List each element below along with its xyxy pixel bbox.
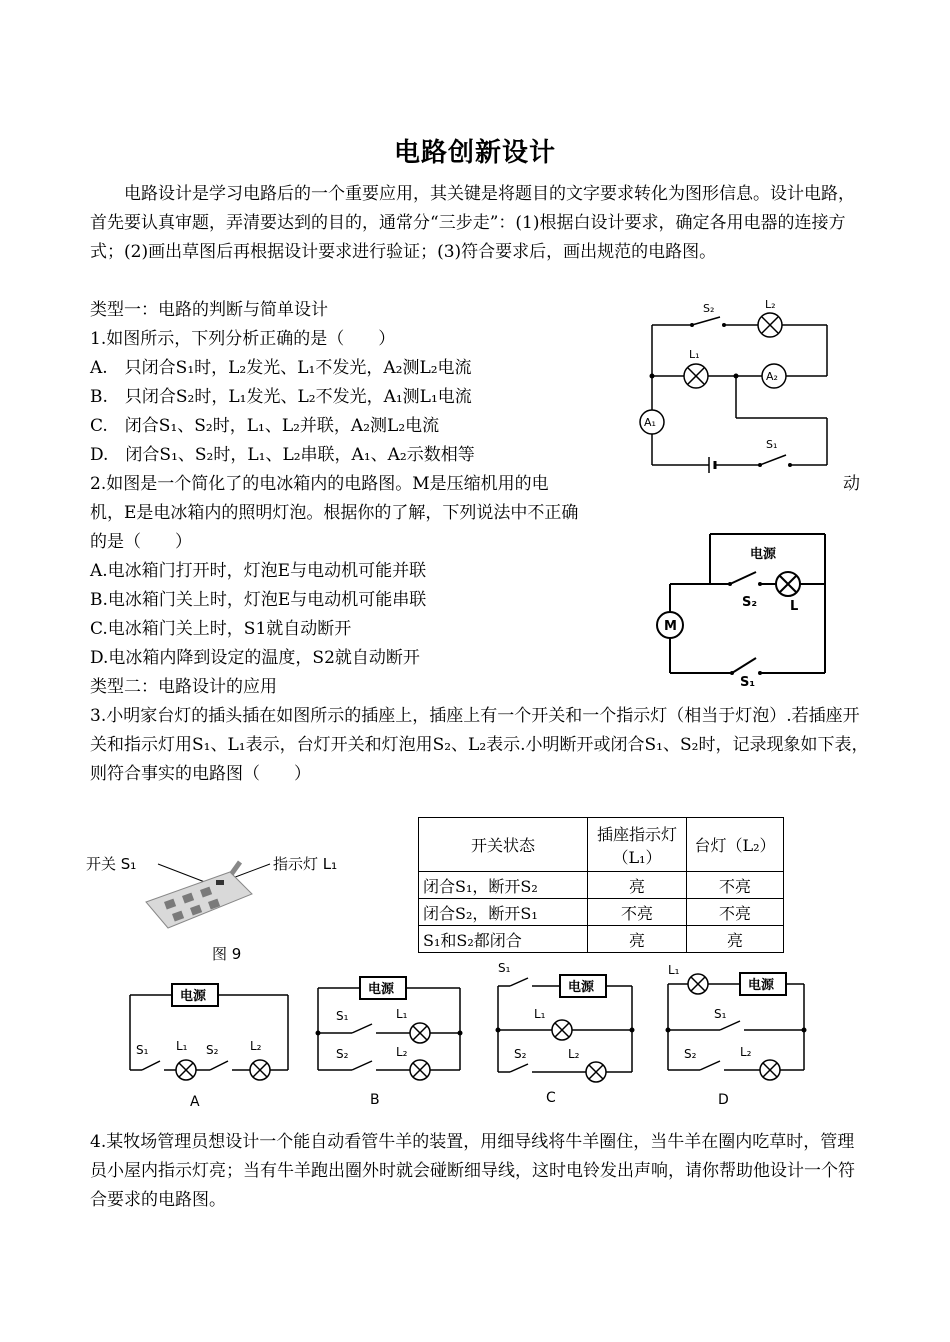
label-l1: L₁ bbox=[534, 1007, 546, 1021]
q2-stem-line2: 机，E是电冰箱内的照明灯泡。根据你的了解，下列说法中不正确 bbox=[90, 503, 579, 523]
q4-stem: 4.某牧场管理员想设计一个能自动看管牛羊的装置，用细导线将牛羊圈住，当牛羊在圈内吃草时，管理员小屋内指示灯亮；当有牛羊跑出圈外时就会碰断细导线，这时电铃发出声响，请你帮助他设计一个符合要求的电路图。 bbox=[90, 1132, 855, 1210]
q2-option-b: B.电冰箱门关上时，灯泡E与电动机可能串联 bbox=[90, 590, 427, 610]
socket-picture bbox=[140, 850, 280, 940]
svg-text:A₁ bbox=[644, 416, 656, 429]
power-label-a: 电源 bbox=[180, 989, 207, 1004]
q1-circuit-diagram bbox=[632, 290, 842, 475]
table-row bbox=[419, 899, 784, 926]
power-label-c: 电源 bbox=[568, 980, 595, 995]
label-s2: S₂ bbox=[206, 1043, 219, 1057]
svg-text:电源 bbox=[748, 977, 775, 993]
svg-text:S₂ bbox=[206, 1043, 219, 1057]
figure-switch-label: 开关 S₁ bbox=[86, 855, 137, 873]
label-a2: A₂ bbox=[766, 370, 778, 383]
power-label-d: 电源 bbox=[748, 978, 775, 993]
svg-text:S₁ bbox=[740, 675, 755, 688]
table-row bbox=[419, 872, 784, 899]
label-l1: L₁ bbox=[396, 1007, 408, 1021]
table-cell: 不亮 bbox=[588, 899, 687, 926]
page-title: 电路创新设计 bbox=[393, 138, 556, 168]
svg-text:S₂ bbox=[514, 1047, 527, 1061]
svg-text:L₂ bbox=[396, 1045, 408, 1059]
table-cell: 不亮 bbox=[687, 872, 784, 899]
svg-text:L₂ bbox=[765, 298, 776, 311]
power-label-b: 电源 bbox=[368, 982, 395, 997]
svg-text:L₂ bbox=[740, 1045, 752, 1059]
q1-option-c: C. 闭合S₁、S₂时，L₁、L₂并联，A₂测L₂电流 bbox=[90, 416, 440, 436]
section-heading-type2: 类型二：电路设计的应用 bbox=[90, 677, 277, 697]
svg-text:L₁ bbox=[534, 1007, 546, 1021]
table-cell: 亮 bbox=[588, 872, 687, 899]
table-header-cell: 插座指示灯（L₁） bbox=[588, 818, 687, 872]
svg-text:电源 bbox=[368, 981, 395, 997]
table-cell: S₁和S₂都闭合 bbox=[419, 926, 588, 953]
label-s1: S₁ bbox=[336, 1009, 349, 1023]
svg-text:B bbox=[370, 1092, 380, 1108]
svg-text:L₁ bbox=[396, 1007, 408, 1021]
label-s2: S₂ bbox=[514, 1047, 527, 1061]
svg-text:电源 bbox=[568, 979, 595, 995]
q2-stem-line3: 的是（ ） bbox=[90, 532, 192, 552]
svg-text:M bbox=[664, 619, 677, 634]
table-cell: 亮 bbox=[588, 926, 687, 953]
svg-text:L bbox=[790, 599, 798, 614]
label-s1: S₁ bbox=[766, 438, 778, 451]
svg-text:A₂ bbox=[766, 370, 778, 383]
option-label-c: C bbox=[546, 1090, 556, 1106]
q3-option-circuits bbox=[120, 958, 820, 1108]
q2-option-c: C.电冰箱门关上时，S1就自动断开 bbox=[90, 619, 352, 639]
label-a1: A₁ bbox=[644, 416, 656, 429]
label-l1: L₁ bbox=[668, 963, 680, 977]
label-s1: S₁ bbox=[498, 961, 511, 975]
table-cell: 不亮 bbox=[687, 899, 784, 926]
q2-fridge-circuit bbox=[650, 528, 835, 688]
label-s1: S₁ bbox=[740, 675, 756, 688]
svg-text:S₁ bbox=[766, 438, 777, 451]
q1-option-d: D. 闭合S₁、S₂时，L₁、L₂串联，A₁、A₂示数相等 bbox=[90, 445, 475, 465]
option-label-b: B bbox=[370, 1092, 380, 1108]
svg-text:电源 bbox=[750, 546, 777, 562]
label-s1: S₁ bbox=[714, 1007, 727, 1021]
option-label-a: A bbox=[190, 1094, 200, 1108]
label-l1: L₁ bbox=[176, 1039, 188, 1053]
label-l2: L₂ bbox=[740, 1045, 752, 1059]
table-header-cell: 台灯（L₂） bbox=[687, 818, 784, 872]
label-s2: S₂ bbox=[684, 1047, 697, 1061]
svg-text:S₂ bbox=[703, 302, 714, 315]
svg-text:S₁ bbox=[498, 961, 511, 975]
figure-lamp-label: 指示灯 L₁ bbox=[273, 855, 338, 873]
switch-state-table bbox=[418, 817, 784, 953]
label-s2: S₂ bbox=[336, 1047, 349, 1061]
svg-text:L₁ bbox=[668, 963, 680, 977]
label-l2: L₂ bbox=[568, 1047, 580, 1061]
table-row bbox=[419, 926, 784, 953]
table-header-row bbox=[419, 818, 784, 872]
svg-text:L₁ bbox=[176, 1039, 188, 1053]
q2-option-a: A.电冰箱门打开时，灯泡E与电动机可能并联 bbox=[90, 561, 427, 581]
svg-text:电源 bbox=[180, 988, 207, 1004]
option-label-d: D bbox=[718, 1092, 729, 1108]
label-s2: S₂ bbox=[742, 595, 758, 610]
svg-text:S₂ bbox=[742, 595, 757, 610]
q2-stem-line1-end: 动 bbox=[843, 474, 860, 494]
table-cell: 亮 bbox=[687, 926, 784, 953]
svg-text:S₂ bbox=[336, 1047, 349, 1061]
table-header-cell: 开关状态 bbox=[419, 818, 588, 872]
svg-text:S₁ bbox=[336, 1009, 349, 1023]
svg-text:L₂ bbox=[250, 1039, 262, 1053]
figure-caption: 图 9 bbox=[212, 945, 242, 963]
label-lamp-l: L bbox=[790, 599, 799, 614]
svg-text:D bbox=[718, 1092, 729, 1108]
label-s1: S₁ bbox=[136, 1043, 149, 1057]
svg-text:A bbox=[190, 1094, 200, 1108]
svg-text:S₁ bbox=[136, 1043, 149, 1057]
label-l1: L₁ bbox=[689, 348, 700, 361]
section-heading-type1: 类型一：电路的判断与简单设计 bbox=[90, 300, 328, 320]
table-cell: 闭合S₁，断开S₂ bbox=[419, 872, 588, 899]
label-motor-m: M bbox=[664, 619, 677, 634]
svg-text:L₂ bbox=[568, 1047, 580, 1061]
q3-stem: 3.小明家台灯的插头插在如图所示的插座上，插座上有一个开关和一个指示灯（相当于灯泡）.若插座开关和指示灯用S₁、L₁表示，台灯开关和灯泡用S₂、L₂表示.小明断开或闭合S₁、S₂时，记录现象如下表，则符合事实的电路图（ ） bbox=[90, 706, 869, 784]
label-power: 电源 bbox=[750, 547, 777, 562]
q1-option-a: A. 只闭合S₁时，L₂发光、L₁不发光，A₂测L₂电流 bbox=[90, 358, 472, 378]
intro-paragraph: 电路设计是学习电路后的一个重要应用，其关键是将题目的文字要求转化为图形信息。设计电路，首先要认真审题，弄清要达到的目的，通常分“三步走”：(1)根据白设计要求，确定各用电器的连接方式；(2)画出草图后再根据设计要求进行验证；(3)符合要求后，画出规范的电路图。 bbox=[90, 184, 855, 262]
label-l2: L₂ bbox=[765, 298, 776, 311]
q1-option-b: B. 只闭合S₂时，L₁发光、L₂不发光，A₁测L₁电流 bbox=[90, 387, 472, 407]
svg-text:C bbox=[546, 1090, 556, 1106]
label-l2: L₂ bbox=[396, 1045, 408, 1059]
svg-text:S₁ bbox=[714, 1007, 727, 1021]
svg-text:S₂ bbox=[684, 1047, 697, 1061]
label-s2: S₂ bbox=[703, 302, 715, 315]
q1-stem: 1.如图所示，下列分析正确的是（ ） bbox=[90, 329, 396, 349]
label-l2: L₂ bbox=[250, 1039, 262, 1053]
svg-text:L₁ bbox=[689, 348, 700, 361]
table-cell: 闭合S₂，断开S₁ bbox=[419, 899, 588, 926]
q2-stem-line1: 2.如图是一个简化了的电冰箱内的电路图。M是压缩机用的电 bbox=[90, 474, 549, 494]
q2-option-d: D.电冰箱内降到设定的温度，S2就自动断开 bbox=[90, 648, 420, 668]
